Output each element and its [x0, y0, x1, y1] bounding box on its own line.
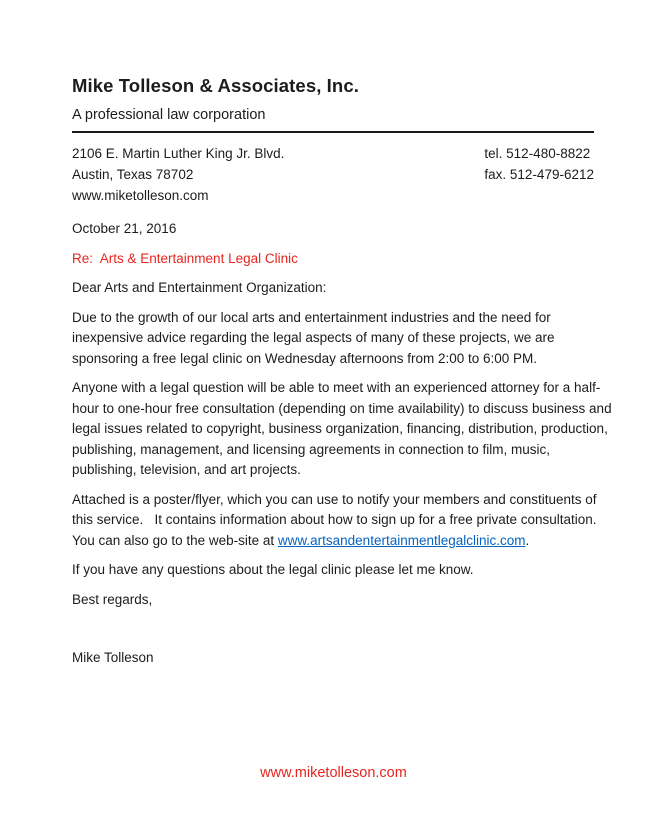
paragraph-3-text: Attached is a poster/flyer, which you can use to notify your members and constituents of this service. It contains information about how to sign up for a free private consultation. You can also go to the web-site at — [72, 491, 608, 548]
page-footer — [0, 764, 667, 782]
paragraph-4: If you have any questions about the legal clinic please let me know. — [72, 562, 474, 577]
subject-line: Re: Arts & Entertainment Legal Clinic — [72, 250, 298, 266]
address-line-2: Austin, Texas 78702 — [72, 167, 194, 182]
fax-number: fax. 512-479-6212 — [484, 167, 594, 182]
company-name: Mike Tolleson & Associates, Inc. — [72, 75, 359, 96]
clinic-website-link[interactable]: www.artsandentertainmentlegalclinic.com — [277, 532, 526, 548]
paragraph-3 — [72, 490, 612, 552]
paragraph-3-period: . — [525, 532, 530, 548]
telephone-number: tel. 512-480-8822 — [484, 146, 591, 161]
address-line-1: 2106 E. Martin Luther King Jr. Blvd. — [72, 146, 285, 161]
signature-name: Mike Tolleson — [72, 650, 154, 665]
contact-block — [72, 143, 594, 206]
letter-body — [72, 219, 615, 669]
paragraph-1: Due to the growth of our local arts and entertainment industries and the need for inexpensive advice regarding the legal aspects of many of these projects, we are sponsoring a free legal clinic on Wednesday afternoons from 2:00 to 6:00 PM. — [72, 309, 559, 366]
letterhead — [72, 74, 615, 206]
paragraph-2: Anyone with a legal question will be able to meet with an experienced attorney for a half-hour to one-hour free consultation (depending on time availability) to discuss business and legal issues related to copyright, business organization, financing, distribution, production, publishing, management, and licensing agreements in connection to film, music, publishing, television, and art projects. — [72, 380, 616, 477]
closing: Best regards, — [72, 591, 153, 607]
salutation: Dear Arts and Entertainment Organization: — [72, 280, 327, 295]
company-tagline: A professional law corporation — [72, 107, 266, 123]
header-divider — [72, 131, 594, 133]
phone-block — [484, 143, 594, 206]
address-block — [72, 143, 284, 206]
footer-website-link[interactable]: www.miketolleson.com — [260, 765, 407, 781]
letter-date: October 21, 2016 — [72, 221, 177, 236]
company-website: www.miketolleson.com — [72, 188, 209, 203]
